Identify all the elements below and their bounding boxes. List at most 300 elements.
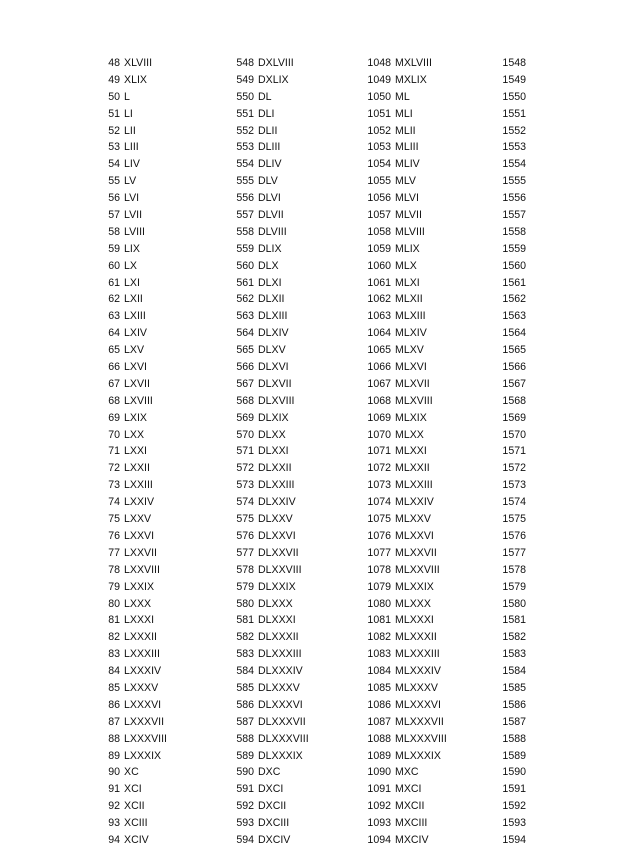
table-row — [0, 241, 638, 258]
numeral-cell: DLVIII — [258, 225, 287, 238]
numeral-cell: MLXXX — [395, 597, 431, 610]
numeral-cell: DLXI — [258, 276, 282, 289]
number-cell: 76 — [108, 529, 120, 542]
numeral-cell: LXI — [124, 276, 140, 289]
numeral-cell: MXC — [395, 766, 419, 779]
number-cell: 1073 — [367, 479, 391, 492]
number-cell: 1056 — [367, 192, 391, 205]
numeral-cell: MXLIX — [395, 73, 427, 86]
number-cell: 88 — [108, 732, 120, 745]
number-cell: 551 — [236, 107, 254, 120]
numeral-cell: MXCIV — [395, 833, 429, 846]
number-cell: 70 — [108, 428, 120, 441]
number-cell: 589 — [236, 749, 254, 762]
numeral-cell: LIX — [124, 242, 140, 255]
number-cell: 1548 — [502, 57, 526, 69]
number-cell: 587 — [236, 715, 254, 728]
number-cell: 92 — [108, 800, 120, 813]
number-cell: 63 — [108, 310, 120, 323]
numeral-cell: DLII — [258, 124, 278, 137]
numeral-cell: DLV — [258, 175, 278, 188]
table-row — [0, 106, 638, 123]
number-cell: 1583 — [502, 648, 526, 661]
numeral-cell: MLXXXV — [395, 681, 438, 694]
table-row — [0, 714, 638, 731]
numeral-cell: LI — [124, 107, 133, 120]
table-row — [0, 224, 638, 241]
number-cell: 1072 — [367, 462, 391, 475]
number-cell: 1585 — [502, 681, 526, 694]
numeral-cell: LXXI — [124, 445, 147, 458]
number-cell: 1071 — [367, 445, 391, 458]
table-row — [0, 629, 638, 646]
number-cell: 585 — [236, 681, 254, 694]
numeral-cell: MLII — [395, 124, 416, 137]
number-cell: 1067 — [367, 377, 391, 390]
number-cell: 60 — [108, 259, 120, 272]
numeral-cell: ML — [395, 90, 410, 103]
table-row — [0, 427, 638, 444]
table-row — [0, 646, 638, 663]
numeral-cell: MLXXXI — [395, 614, 434, 627]
numeral-cell: MLXXXII — [395, 631, 437, 644]
number-cell: 583 — [236, 648, 254, 661]
number-cell: 558 — [236, 225, 254, 238]
table-row — [0, 781, 638, 798]
numeral-cell: LIV — [124, 158, 140, 171]
number-cell: 1077 — [367, 546, 391, 559]
number-cell: 1076 — [367, 529, 391, 542]
number-cell: 1057 — [367, 209, 391, 222]
numeral-cell: DLXXI — [258, 445, 289, 458]
table-row — [0, 798, 638, 815]
numeral-cell: XCII — [124, 800, 145, 813]
number-cell: 49 — [108, 73, 120, 86]
number-cell: 1055 — [367, 175, 391, 188]
number-cell: 1591 — [502, 783, 526, 796]
numeral-cell: LVII — [124, 209, 143, 222]
number-cell: 74 — [108, 496, 120, 509]
numeral-cell: MLXVI — [395, 361, 427, 374]
numeral-cell: MLI — [395, 107, 413, 120]
number-cell: 1068 — [367, 394, 391, 407]
number-cell: 1089 — [367, 749, 391, 762]
table-row — [0, 275, 638, 292]
number-cell: 561 — [236, 276, 254, 289]
table-row — [0, 579, 638, 596]
numeral-cell: MLXVIII — [395, 394, 433, 407]
numeral-cell: DXCII — [258, 800, 287, 813]
number-cell: 1093 — [367, 817, 391, 830]
number-cell: 58 — [108, 225, 120, 238]
numeral-cell: DLXVIII — [258, 394, 295, 407]
numeral-cell: LXXVI — [124, 529, 155, 542]
numeral-cell: LVIII — [124, 225, 146, 238]
number-cell: 548 — [236, 57, 254, 69]
number-cell: 572 — [236, 462, 254, 475]
number-cell: 1556 — [502, 192, 526, 205]
numeral-cell: MLXXIV — [395, 496, 434, 509]
number-cell: 1052 — [367, 124, 391, 137]
number-cell: 1065 — [367, 344, 391, 357]
number-cell: 581 — [236, 614, 254, 627]
numeral-cell: DLXXX — [258, 597, 293, 610]
number-cell: 586 — [236, 698, 254, 711]
numeral-cell: MLXXIII — [395, 479, 433, 492]
number-cell: 554 — [236, 158, 254, 171]
numeral-cell: LXXXV — [124, 681, 159, 694]
numeral-cell: LXXV — [124, 513, 152, 526]
numeral-cell: MLXXXIV — [395, 665, 441, 678]
table-row — [0, 291, 638, 308]
numeral-cell: LXXXIII — [124, 648, 160, 661]
number-cell: 87 — [108, 715, 120, 728]
number-cell: 1086 — [367, 698, 391, 711]
number-cell: 556 — [236, 192, 254, 205]
number-cell: 1594 — [502, 833, 526, 846]
number-cell: 57 — [108, 209, 120, 222]
number-cell: 54 — [108, 158, 120, 171]
number-cell: 1578 — [502, 563, 526, 576]
number-cell: 53 — [108, 141, 120, 154]
number-cell: 1069 — [367, 411, 391, 424]
number-cell: 1070 — [367, 428, 391, 441]
number-cell: 569 — [236, 411, 254, 424]
numeral-cell: LXXVIII — [124, 563, 160, 576]
number-cell: 1064 — [367, 327, 391, 340]
number-cell: 1589 — [502, 749, 526, 762]
table-row — [0, 832, 638, 849]
numeral-cell: LXX — [124, 428, 145, 441]
numeral-cell: LXXX — [124, 597, 152, 610]
number-cell: 82 — [108, 631, 120, 644]
numeral-cell: DLXXVII — [258, 546, 299, 559]
numeral-cell: DLXXXV — [258, 681, 300, 694]
table-row — [0, 815, 638, 832]
number-cell: 1558 — [502, 225, 526, 238]
number-cell: 72 — [108, 462, 120, 475]
numeral-cell: DLXXXVII — [258, 715, 306, 728]
numeral-cell: DLXII — [258, 293, 285, 306]
number-cell: 1092 — [367, 800, 391, 813]
numeral-cell: LXXXVII — [124, 715, 165, 728]
numeral-cell: MXCIII — [395, 817, 428, 830]
number-cell: 1554 — [502, 158, 526, 171]
number-cell: 1074 — [367, 496, 391, 509]
number-cell: 1059 — [367, 242, 391, 255]
number-cell: 1062 — [367, 293, 391, 306]
numeral-cell: DLXVI — [258, 361, 289, 374]
numeral-cell: MLVI — [395, 192, 419, 205]
number-cell: 1557 — [502, 209, 526, 222]
table-row — [0, 72, 638, 89]
number-cell: 1563 — [502, 310, 526, 323]
number-cell: 1590 — [502, 766, 526, 779]
number-cell: 1094 — [367, 833, 391, 846]
number-cell: 580 — [236, 597, 254, 610]
number-cell: 59 — [108, 242, 120, 255]
numeral-cell: XLVIII — [124, 57, 153, 69]
number-cell: 578 — [236, 563, 254, 576]
numeral-cell: MLXXXVII — [395, 715, 444, 728]
number-cell: 94 — [108, 833, 120, 846]
numeral-cell: MLXXV — [395, 513, 431, 526]
number-cell: 67 — [108, 377, 120, 390]
numeral-cell: DXLIX — [258, 73, 289, 86]
table-row — [0, 308, 638, 325]
numeral-cell: MLXIV — [395, 327, 427, 340]
numeral-cell: LXVII — [124, 377, 150, 390]
number-cell: 1049 — [367, 73, 391, 86]
numeral-cell: MLIII — [395, 141, 419, 154]
number-cell: 52 — [108, 124, 120, 137]
numeral-cell: LXIX — [124, 411, 147, 424]
numeral-cell: MLXX — [395, 428, 424, 441]
table-row — [0, 562, 638, 579]
number-cell: 1048 — [367, 57, 391, 69]
numeral-cell: MLVIII — [395, 225, 425, 238]
numeral-cell: MLXXVII — [395, 546, 437, 559]
numeral-cell: MXCII — [395, 800, 425, 813]
numeral-cell: DLIV — [258, 158, 282, 171]
number-cell: 1586 — [502, 698, 526, 711]
table-row — [0, 173, 638, 190]
numeral-cell: L — [124, 90, 130, 103]
number-cell: 1058 — [367, 225, 391, 238]
number-cell: 593 — [236, 817, 254, 830]
number-cell: 582 — [236, 631, 254, 644]
number-cell: 591 — [236, 783, 254, 796]
number-cell: 576 — [236, 529, 254, 542]
numeral-cell: MLXXXVIII — [395, 732, 447, 745]
number-cell: 1051 — [367, 107, 391, 120]
numeral-cell: LXII — [124, 293, 143, 306]
number-cell: 557 — [236, 209, 254, 222]
numeral-cell: LV — [124, 175, 137, 188]
numeral-cell: DLVI — [258, 192, 281, 205]
number-cell: 555 — [236, 175, 254, 188]
number-cell: 1085 — [367, 681, 391, 694]
numeral-cell: MLXI — [395, 276, 420, 289]
number-cell: 588 — [236, 732, 254, 745]
numeral-cell: DL — [258, 90, 272, 103]
numeral-cell: DLIX — [258, 242, 282, 255]
number-cell: 1570 — [502, 428, 526, 441]
numeral-cell: MXCI — [395, 783, 422, 796]
number-cell: 1549 — [502, 73, 526, 86]
numeral-cell: XCIII — [124, 817, 148, 830]
numeral-cell: MLXXII — [395, 462, 430, 475]
number-cell: 71 — [108, 445, 120, 458]
number-cell: 1588 — [502, 732, 526, 745]
number-cell: 93 — [108, 817, 120, 830]
numeral-cell: DLI — [258, 107, 275, 120]
numeral-cell: MLX — [395, 259, 417, 272]
number-cell: 64 — [108, 327, 120, 340]
numeral-cell: MLV — [395, 175, 416, 188]
numeral-cell: LXXII — [124, 462, 150, 475]
number-cell: 564 — [236, 327, 254, 340]
numeral-cell: LXVIII — [124, 394, 153, 407]
number-cell: 565 — [236, 344, 254, 357]
number-cell: 560 — [236, 259, 254, 272]
number-cell: 590 — [236, 766, 254, 779]
number-cell: 1560 — [502, 259, 526, 272]
numeral-cell: MLXIII — [395, 310, 426, 323]
table-row — [0, 477, 638, 494]
table-row — [0, 663, 638, 680]
number-cell: 1571 — [502, 445, 526, 458]
numeral-cell: DLXV — [258, 344, 286, 357]
number-cell: 577 — [236, 546, 254, 559]
table-row — [0, 89, 638, 106]
numeral-cell: LXXIV — [124, 496, 155, 509]
number-cell: 568 — [236, 394, 254, 407]
table-row — [0, 325, 638, 342]
number-cell: 594 — [236, 833, 254, 846]
numeral-cell: MLVII — [395, 209, 422, 222]
numeral-cell: XCIV — [124, 833, 149, 846]
number-cell: 68 — [108, 394, 120, 407]
number-cell: 1087 — [367, 715, 391, 728]
number-cell: 1569 — [502, 411, 526, 424]
numeral-cell: LXXVII — [124, 546, 157, 559]
numeral-cell: DLXXXIV — [258, 665, 303, 678]
number-cell: 1577 — [502, 546, 526, 559]
number-cell: 567 — [236, 377, 254, 390]
number-cell: 1083 — [367, 648, 391, 661]
number-cell: 1066 — [367, 361, 391, 374]
numeral-cell: XLIX — [124, 73, 147, 86]
number-cell: 1564 — [502, 327, 526, 340]
numeral-cell: DLVII — [258, 209, 284, 222]
number-cell: 62 — [108, 293, 120, 306]
numeral-cell: DLXIII — [258, 310, 288, 323]
numeral-cell: DLXXII — [258, 462, 292, 475]
number-cell: 83 — [108, 648, 120, 661]
number-cell: 80 — [108, 597, 120, 610]
table-row — [0, 680, 638, 697]
numeral-cell: DLXIX — [258, 411, 289, 424]
number-cell: 1580 — [502, 597, 526, 610]
number-cell: 65 — [108, 344, 120, 357]
number-cell: 1063 — [367, 310, 391, 323]
number-cell: 1053 — [367, 141, 391, 154]
number-cell: 573 — [236, 479, 254, 492]
numeral-cell: DLXX — [258, 428, 286, 441]
table-row — [0, 207, 638, 224]
numeral-cell: LXXXVI — [124, 698, 162, 711]
numeral-table — [0, 55, 638, 849]
numeral-cell: DXCI — [258, 783, 284, 796]
table-row — [0, 460, 638, 477]
number-cell: 1575 — [502, 513, 526, 526]
numeral-cell: DLXXIX — [258, 580, 296, 593]
numeral-cell: DLXVII — [258, 377, 292, 390]
number-cell: 73 — [108, 479, 120, 492]
numeral-cell: XC — [124, 766, 139, 779]
table-row — [0, 139, 638, 156]
numeral-cell: DXCIII — [258, 817, 290, 830]
numeral-cell: DLXXXI — [258, 614, 296, 627]
numeral-cell: LXXXII — [124, 631, 157, 644]
table-row — [0, 190, 638, 207]
numeral-cell: MLXIX — [395, 411, 427, 424]
numeral-cell: LXXXI — [124, 614, 155, 627]
numeral-cell: LX — [124, 259, 137, 272]
table-row — [0, 359, 638, 376]
number-cell: 1576 — [502, 529, 526, 542]
number-cell: 56 — [108, 192, 120, 205]
numeral-cell: MLXXXIX — [395, 749, 441, 762]
number-cell: 566 — [236, 361, 254, 374]
number-cell: 61 — [108, 276, 120, 289]
number-cell: 553 — [236, 141, 254, 154]
number-cell: 90 — [108, 766, 120, 779]
number-cell: 1075 — [367, 513, 391, 526]
numeral-cell: LXXXVIII — [124, 732, 167, 745]
number-cell: 1090 — [367, 766, 391, 779]
number-cell: 1593 — [502, 817, 526, 830]
numeral-cell: MLXXVI — [395, 529, 434, 542]
numeral-cell: LXXIII — [124, 479, 153, 492]
table-row — [0, 123, 638, 140]
number-cell: 77 — [108, 546, 120, 559]
number-cell: 1555 — [502, 175, 526, 188]
number-cell: 1582 — [502, 631, 526, 644]
numeral-cell: DLXXVIII — [258, 563, 302, 576]
numeral-cell: DLXXXII — [258, 631, 299, 644]
number-cell: 1572 — [502, 462, 526, 475]
numeral-cell: DLXXVI — [258, 529, 296, 542]
number-cell: 1082 — [367, 631, 391, 644]
number-cell: 69 — [108, 411, 120, 424]
numeral-cell: DLXIV — [258, 327, 289, 340]
table-row — [0, 511, 638, 528]
numeral-cell: DLXXV — [258, 513, 293, 526]
number-cell: 1587 — [502, 715, 526, 728]
number-cell: 592 — [236, 800, 254, 813]
table-row — [0, 258, 638, 275]
numeral-cell: MXLVIII — [395, 57, 432, 69]
number-cell: 1568 — [502, 394, 526, 407]
table-row — [0, 545, 638, 562]
number-cell: 1084 — [367, 665, 391, 678]
table-row — [0, 764, 638, 781]
numeral-cell: MLXXVIII — [395, 563, 440, 576]
number-cell: 1553 — [502, 141, 526, 154]
numeral-cell: MLIX — [395, 242, 420, 255]
table-row — [0, 410, 638, 427]
number-cell: 85 — [108, 681, 120, 694]
number-cell: 78 — [108, 563, 120, 576]
numeral-cell: DLXXXIX — [258, 749, 303, 762]
number-cell: 50 — [108, 90, 120, 103]
table-row — [0, 443, 638, 460]
number-cell: 550 — [236, 90, 254, 103]
number-cell: 1081 — [367, 614, 391, 627]
number-cell: 563 — [236, 310, 254, 323]
table-row — [0, 494, 638, 511]
number-cell: 1091 — [367, 783, 391, 796]
number-cell: 84 — [108, 665, 120, 678]
numeral-cell: MLXXXIII — [395, 648, 440, 661]
number-cell: 1565 — [502, 344, 526, 357]
number-cell: 570 — [236, 428, 254, 441]
number-cell: 559 — [236, 242, 254, 255]
number-cell: 1552 — [502, 124, 526, 137]
number-cell: 1088 — [367, 732, 391, 745]
